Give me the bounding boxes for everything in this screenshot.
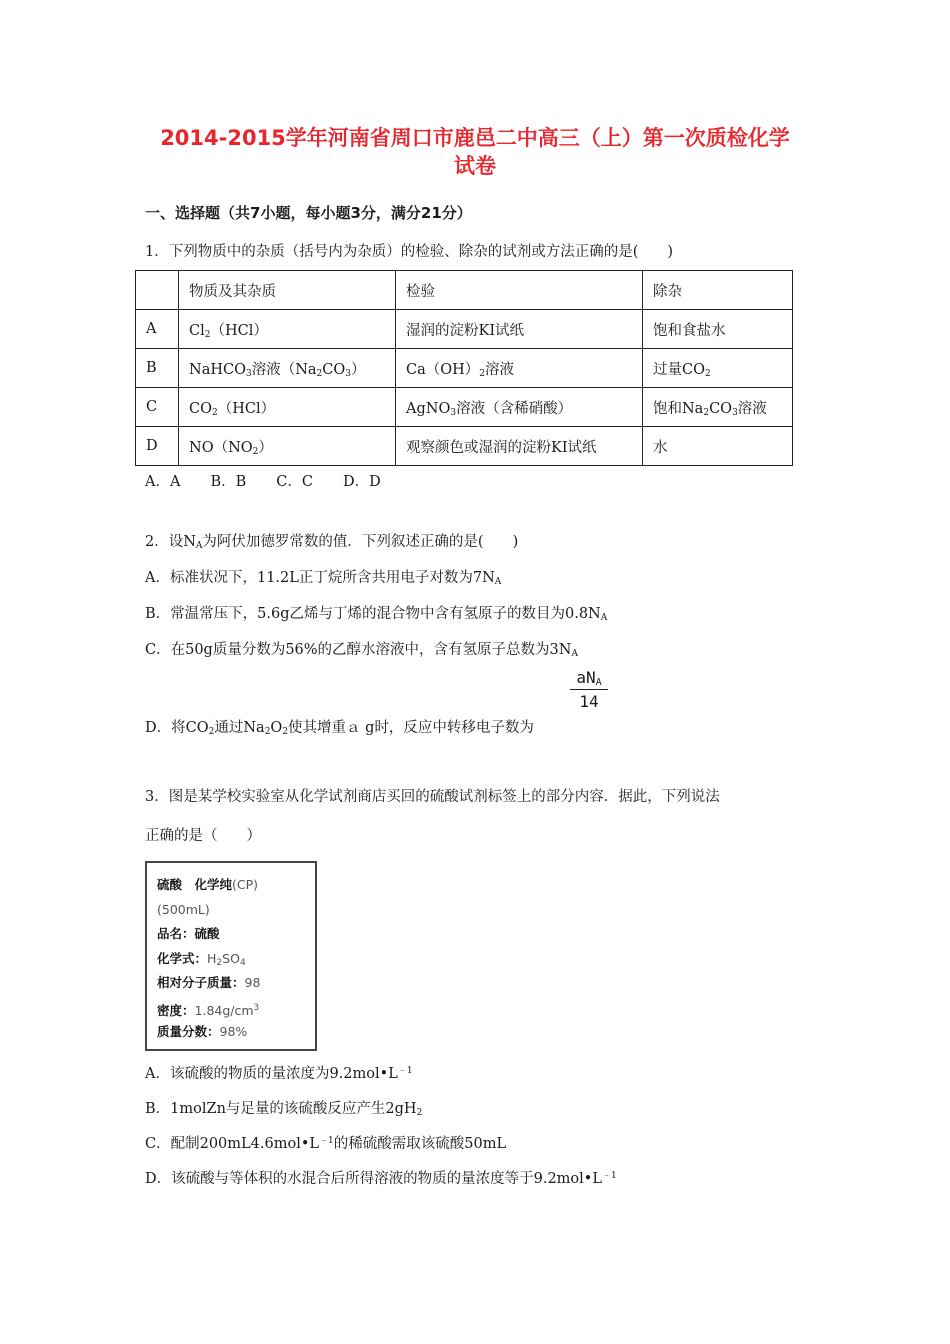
section-heading: 一、选择题（共7小题，每小题3分，满分21分）	[145, 204, 472, 222]
table-row	[136, 349, 793, 388]
question-1-options	[145, 470, 411, 491]
substance-cell: NaHCO$_3$溶液$(Na_2CO_3)$	[179, 349, 396, 388]
label-row: 质量分数：98%	[157, 1024, 248, 1039]
row-letter: D	[136, 427, 179, 466]
label-row: 品名：硫酸	[157, 926, 220, 941]
remove-cell: 饱和$Na_2CO_3$溶液	[643, 388, 793, 427]
row-letter: A	[136, 310, 179, 349]
question-2-option-b: B．常温常压下，5.6g乙烯与丁烯的混合物中含有氢原子的数目为$0.8N_A$	[145, 606, 608, 623]
test-cell: 观察颜色或湿润的淀粉KI试纸	[396, 427, 643, 466]
substance-cell: $CO_2(HCl)$	[179, 388, 396, 427]
label-row: 化学式：$H_2SO_4$	[157, 950, 246, 968]
question-2-stem: 2．设$N_A$为阿伏加德罗常数的值．下列叙述正确的是( )	[145, 534, 519, 551]
question-3-option-b: B．1molZn与足量的该硫酸反应产生$2gH_2$	[145, 1101, 423, 1118]
remove-cell: 饱和食盐水	[643, 310, 793, 349]
page-title	[140, 124, 810, 180]
remove-cell: 过量$CO_2$	[643, 349, 793, 388]
title-line-1: 2014-2015学年河南省周口市鹿邑二中高三（上）第一次质检化学	[160, 126, 790, 150]
fraction-denominator: 14	[579, 692, 599, 711]
test-cell: 湿润的淀粉KI试纸	[396, 310, 643, 349]
option-b: B．B	[210, 474, 247, 490]
fraction-formula	[570, 668, 608, 711]
question-3-stem-line-1: 3．图是某学校实验室从化学试剂商店买回的硫酸试剂标签上的部分内容．据此，下列说法	[145, 789, 720, 805]
fraction-numerator: $aN_A$	[570, 668, 608, 690]
question-3-stem-line-2: 正确的是（ ）	[145, 828, 261, 844]
question-2-option-c: C．在50g质量分数为56%的乙醇水溶液中，含有氢原子总数为$3N_A$	[145, 642, 578, 659]
option-d: D．D	[342, 474, 381, 490]
label-row: 密度：$1.84g/cm^3$	[157, 1002, 260, 1018]
question-1-table	[135, 270, 793, 466]
test-cell: AgNO$_3$溶液（含稀硝酸）	[396, 388, 643, 427]
row-letter: B	[136, 349, 179, 388]
reagent-label-image	[145, 861, 317, 1051]
table-header-row	[136, 271, 793, 310]
substance-cell: $NO(NO_2)$	[179, 427, 396, 466]
question-3-option-d: D．该硫酸与等体积的水混合后所得溶液的物质的量浓度等于$9.2mol•L^{﹣1}$	[145, 1171, 617, 1187]
table-row	[136, 427, 793, 466]
title-line-2: 试卷	[454, 154, 496, 178]
question-3-option-c: C．配制$200mL4.6mol•L^{﹣1}$的稀硫酸需取该硫酸50mL	[145, 1136, 507, 1152]
table-header-cell: 除杂	[643, 271, 793, 310]
label-row: 硫酸 化学纯(CP)	[157, 877, 259, 892]
test-cell: $Ca(OH)_2$溶液	[396, 349, 643, 388]
table-header-cell: 物质及其杂质	[179, 271, 396, 310]
option-a: A．A	[145, 474, 181, 490]
label-row: 相对分子质量：98	[157, 975, 261, 990]
table-row	[136, 310, 793, 349]
table-header-cell: 检验	[396, 271, 643, 310]
question-2-option-a: A．标准状况下，11.2L正丁烷所含共用电子对数为$7N_A$	[145, 570, 502, 587]
remove-cell: 水	[643, 427, 793, 466]
substance-cell: $Cl_2(HCl)$	[179, 310, 396, 349]
label-row: (500mL)	[157, 901, 210, 917]
question-1-stem: 1．下列物质中的杂质（括号内为杂质）的检验、除杂的试剂或方法正确的是( )	[145, 244, 674, 260]
table-header-cell	[136, 271, 179, 310]
question-3-option-a: A．该硫酸的物质的量浓度为$9.2mol•L^{﹣1}$	[145, 1066, 413, 1082]
row-letter: C	[136, 388, 179, 427]
table-row	[136, 388, 793, 427]
question-2-option-d: D．将$CO_2$通过$Na_2O_2$使其增重ａ g时，反应中转移电子数为	[145, 720, 534, 737]
option-c: C．C	[276, 474, 313, 490]
